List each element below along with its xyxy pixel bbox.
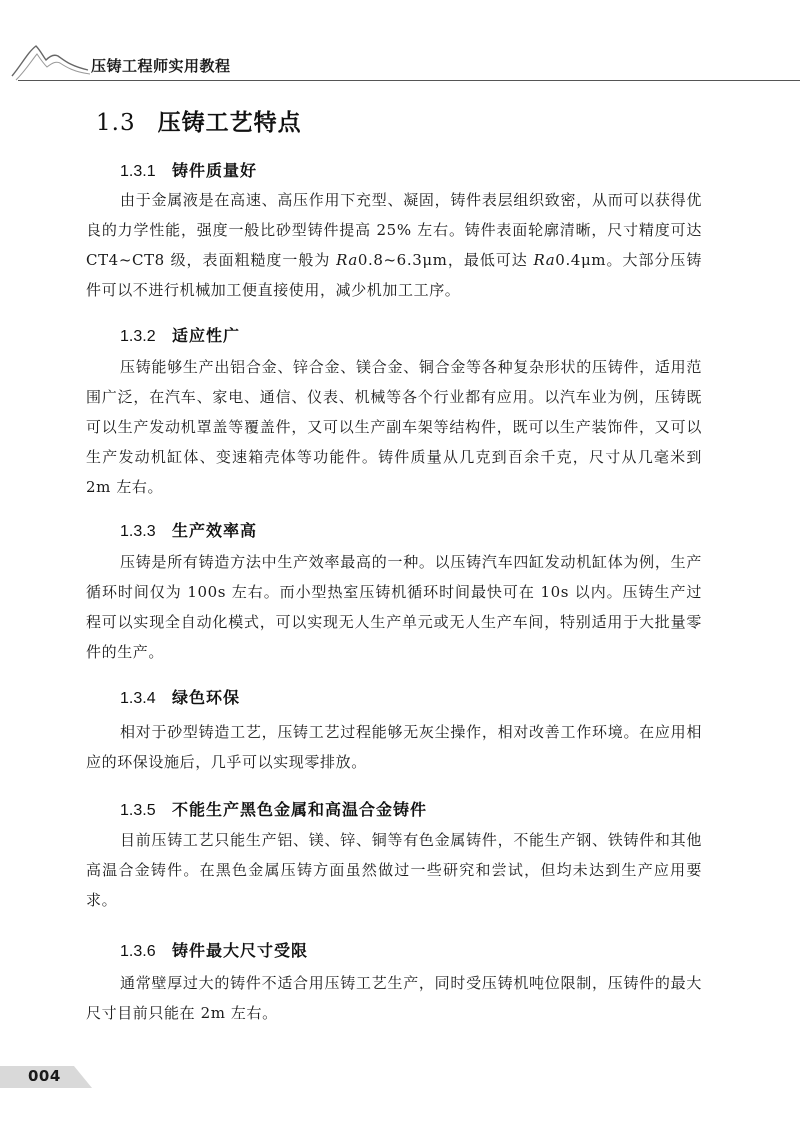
subsection-heading [120, 518, 257, 544]
page-header [0, 0, 800, 90]
subsection-title: 适应性广 [172, 326, 241, 345]
section-title: 压铸工艺特点 [157, 110, 302, 136]
paragraph: 压铸能够生产出铝合金、锌合金、镁合金、铜合金等各种复杂形状的压铸件，适用范围广泛，在汽车、家电、通信、仪表、机械等各个行业都有应用。以汽车业为例，压铸既可以生产发动机罩盖等覆盖件，又可以生产副车架等结构件，既可以生产装饰件，又可以生产发动机缸体、变速箱壳体等功能件。铸件质量从几克到百余千克，尺寸从几毫米到 2m 左右。 [86, 358, 702, 496]
subsection-number: 1.3.1 [120, 163, 156, 180]
paragraph: 通常壁厚过大的铸件不适合用压铸工艺生产，同时受压铸机吨位限制，压铸件的最大尺寸目前只能在 2m 左右。 [86, 974, 702, 1022]
subsection-heading [120, 797, 427, 823]
subsection-title: 铸件质量好 [172, 161, 258, 180]
subsection-number: 1.3.6 [120, 943, 156, 960]
subsection-number: 1.3.5 [120, 802, 156, 819]
subsection-number: 1.3.2 [120, 328, 156, 345]
header-divider [18, 80, 800, 81]
subsection-title: 不能生产黑色金属和高温合金铸件 [172, 800, 428, 819]
section-number: 1.3 [96, 110, 136, 136]
paragraph: 压铸是所有铸造方法中生产效率最高的一种。以压铸汽车四缸发动机缸体为例，生产循环时间仅为 100s 左右。而小型热室压铸机循环时间最快可在 10s 以内。压铸生产过程可以实现全自动化模式，可以实现无人生产单元或无人生产车间，特别适用于大批量零件的生产。 [86, 553, 702, 661]
subsection-heading [120, 323, 240, 349]
subsection-title: 生产效率高 [172, 521, 258, 540]
subsection-heading [120, 685, 240, 711]
mountain-logo-icon [10, 40, 90, 82]
paragraph: 由于金属液是在高速、高压作用下充型、凝固，铸件表层组织致密，从而可以获得优良的力学性能，强度一般比砂型铸件提高 25% 左右。铸件表面轮廓清晰，尺寸精度可达 CT4~CT8 级，表面粗糙度一般为 Ra0.8~6.3μm，最低可达 Ra0.4μm。大部分压铸件可以不进行机械加工便直接使用，减少机加工工序。 [86, 191, 702, 299]
subsection-title: 铸件最大尺寸受限 [172, 941, 309, 960]
subsection-title: 绿色环保 [172, 688, 241, 707]
section-heading [96, 104, 302, 138]
subsection-heading [120, 158, 257, 184]
paragraph: 相对于砂型铸造工艺，压铸工艺过程能够无灰尘操作，相对改善工作环境。在应用相应的环保设施后，几乎可以实现零排放。 [86, 723, 702, 771]
subsection-number: 1.3.3 [120, 523, 156, 540]
book-title: 压铸工程师实用教程 [91, 57, 231, 75]
subsection-number: 1.3.4 [120, 690, 156, 707]
page-number: 004 [28, 1067, 61, 1085]
paragraph: 目前压铸工艺只能生产铝、镁、锌、铜等有色金属铸件，不能生产钢、铁铸件和其他高温合金铸件。在黑色金属压铸方面虽然做过一些研究和尝试，但均未达到生产应用要求。 [86, 831, 702, 909]
subsection-heading [120, 938, 308, 964]
